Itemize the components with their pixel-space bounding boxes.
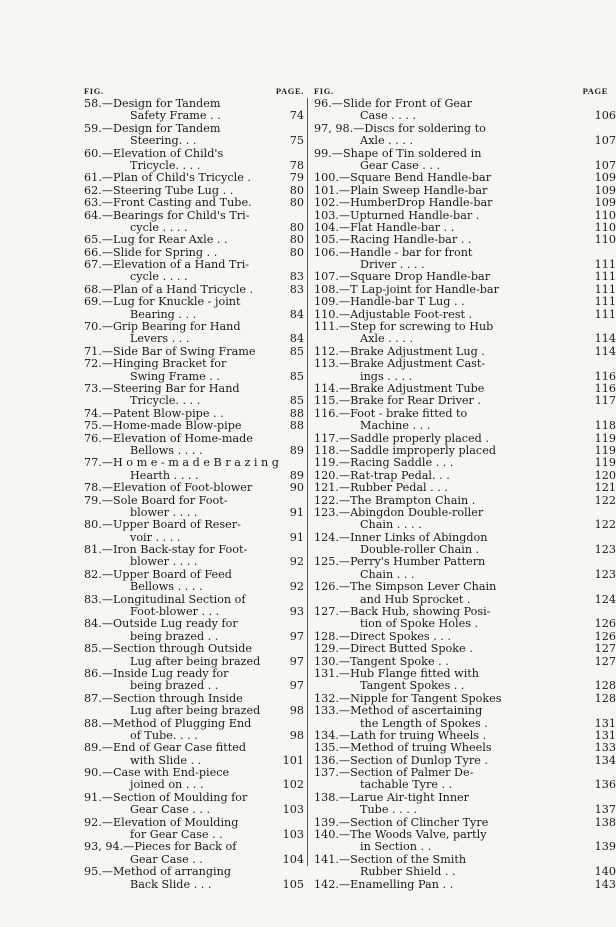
index-entry <box>84 172 304 184</box>
index-entry <box>84 680 304 692</box>
entry-title: 122.—The Brampton Chain . <box>314 493 476 507</box>
entry-title: 84.—Outside Lug ready for <box>84 617 238 631</box>
entry-title: 136.—Section of Dunlop Tyre . <box>314 753 488 767</box>
entry-page-number: 88 <box>289 406 304 420</box>
entry-title: 99.—Shape of Tin soldered in <box>314 146 482 160</box>
entry-page-number: 116 <box>594 381 616 395</box>
entry-title: 142.—Enamelling Pan . . <box>314 877 454 891</box>
entry-title: 101.—Plain Sweep Handle-bar <box>314 183 488 197</box>
entry-title: 116.—Foot - brake fitted to <box>314 406 468 420</box>
entry-title: with Slide . . <box>130 753 202 767</box>
entry-page-number: 92 <box>289 555 304 569</box>
entry-page-number: 97 <box>289 654 304 668</box>
entry-page-number: 111 <box>594 270 616 284</box>
left-column <box>84 86 304 891</box>
entry-title: 119.—Racing Saddle . . . <box>314 456 454 470</box>
index-entry <box>84 742 304 754</box>
entry-title: 76.—Elevation of Home-made <box>84 431 253 445</box>
entry-title: Axle . . . . <box>360 134 414 148</box>
entry-title: Safety Frame . . <box>130 109 221 123</box>
index-entry <box>84 879 304 891</box>
entry-title: 85.—Section through Outside <box>84 642 252 656</box>
entry-title: 93, 94.—Pieces for Back of <box>84 840 237 854</box>
entry-title: Gear Case . . . <box>130 803 211 817</box>
entry-title: 70.—Grip Bearing for Hand <box>84 320 241 334</box>
entry-title: Swing Frame . . <box>130 369 220 383</box>
entry-title: 137.—Section of Palmer De- <box>314 766 474 780</box>
entry-title: for Gear Case . . <box>130 828 223 842</box>
entry-title: 134.—Lath for truing Wheels . <box>314 728 487 742</box>
entry-title: 104.—Flat Handle-bar . . <box>314 220 455 234</box>
index-entry <box>314 481 616 495</box>
index-entry <box>84 135 304 147</box>
entry-page-number: 107 <box>594 134 616 148</box>
index-entry <box>314 171 616 185</box>
right-entries <box>314 97 616 891</box>
entry-title: 141.—Section of the Smith <box>314 852 467 866</box>
entry-title: 68.—Plan of a Hand Tricycle . <box>84 282 254 296</box>
entry-title: being brazed . . <box>130 679 219 693</box>
entry-title: 105.—Racing Handle-bar . . <box>314 233 472 247</box>
entry-title: Case . . . . <box>360 109 417 123</box>
entry-page-number: 118 <box>594 419 616 433</box>
entry-title: blower . . . . <box>130 505 198 519</box>
entry-title: 62.—Steering Tube Lug . . <box>84 183 234 197</box>
entry-title: 135.—Method of truing Wheels <box>314 741 492 755</box>
entry-page-number: 117 <box>594 394 616 408</box>
entry-title: 103.—Upturned Handle-bar . <box>314 208 480 222</box>
entry-title: and Hub Sprocket . <box>360 592 471 606</box>
entry-title: 110.—Adjustable Foot-rest . <box>314 307 473 321</box>
index-entry <box>314 518 616 532</box>
entry-page-number: 80 <box>289 220 304 234</box>
entry-page-number: 139 <box>594 840 616 854</box>
entry-title: 125.—Perry's Humber Pattern <box>314 555 486 569</box>
entry-title: 86.—Inside Lug ready for <box>84 666 229 680</box>
entry-title: 78.—Elevation of Foot-blower <box>84 481 253 495</box>
entry-title: ings . . . . <box>360 369 413 383</box>
entry-page-number: 88 <box>289 419 304 433</box>
index-entry <box>314 767 600 779</box>
entry-title: Gear Case . . . <box>360 158 441 172</box>
entry-page-number: 124 <box>594 592 616 606</box>
entry-title: Tube . . . . <box>360 803 417 817</box>
index-entry <box>84 321 304 333</box>
fig-heading-right: FIG. <box>314 86 334 96</box>
entry-title: 80.—Upper Board of Reser- <box>84 518 241 532</box>
entry-title: 102.—HumberDrop Handle-bar <box>314 196 493 210</box>
entry-title: 64.—Bearings for Child's Tri- <box>84 208 250 222</box>
index-entry <box>314 123 600 135</box>
entry-title: tachable Tyre . . <box>360 778 453 792</box>
entry-page-number: 78 <box>289 158 304 172</box>
entry-page-number: 84 <box>289 332 304 346</box>
index-entry <box>84 581 304 593</box>
index-entry <box>314 642 616 656</box>
entry-title: Double-roller Chain . <box>360 543 480 557</box>
entry-title: Bellows . . . . <box>130 580 203 594</box>
entry-title: 128.—Direct Spokes . . . <box>314 629 451 643</box>
entry-title: 61.—Plan of Child's Tricycle . <box>84 171 251 185</box>
index-entry <box>84 705 304 717</box>
entry-title: Tricycle. . . . <box>130 394 201 408</box>
entry-page-number: 110 <box>594 208 616 222</box>
entry-title: 77.—H o m e - m a d e B r a z i n g <box>84 456 279 470</box>
index-entry <box>84 296 304 308</box>
index-entry <box>84 110 304 122</box>
entry-page-number: 114 <box>594 332 616 346</box>
entry-title: 124.—Inner Links of Abingdon <box>314 530 488 544</box>
entry-title: Bearing . . . <box>130 307 197 321</box>
index-entry <box>84 519 304 531</box>
entry-title: 59.—Design for Tandem <box>84 121 221 135</box>
index-entry <box>314 321 600 333</box>
entry-page-number: 101 <box>282 753 304 767</box>
entry-page-number: 105 <box>282 877 304 891</box>
entry-page-number: 98 <box>289 728 304 742</box>
entry-title: 73.—Steering Bar for Hand <box>84 381 240 395</box>
entry-page-number: 109 <box>594 171 616 185</box>
entry-title: 82.—Upper Board of Feed <box>84 567 232 581</box>
entry-title: voir . . . . <box>130 530 181 544</box>
entry-page-number: 128 <box>594 679 616 693</box>
entry-title: 109.—Handle-bar T Lug . . <box>314 295 465 309</box>
entry-page-number: 119 <box>594 443 616 457</box>
entry-page-number: 80 <box>289 196 304 210</box>
entry-page-number: 92 <box>289 580 304 594</box>
entry-page-number: 103 <box>282 828 304 842</box>
index-entry <box>314 233 616 247</box>
index-entry <box>84 556 304 568</box>
index-entry <box>84 333 304 345</box>
entry-title: 92.—Elevation of Moulding <box>84 815 239 829</box>
index-entry <box>84 197 304 209</box>
index-entry <box>314 556 600 568</box>
index-entry <box>314 829 600 841</box>
index-entry <box>314 419 616 433</box>
entry-title: 63.—Front Casting and Tube. <box>84 196 252 210</box>
entry-title: Tricycle. . . . <box>130 158 201 172</box>
index-entry <box>84 271 304 283</box>
entry-page-number: 120 <box>594 468 616 482</box>
entry-page-number: 123 <box>594 543 616 557</box>
page-heading-right: PAGE <box>582 86 608 96</box>
right-column <box>314 86 616 891</box>
entry-title: cycle . . . . <box>130 270 188 284</box>
entry-title: 83.—Longitudinal Section of <box>84 592 246 606</box>
entry-title: 69.—Lug for Knuckle - joint <box>84 295 241 309</box>
entry-title: Lug after being brazed <box>130 654 261 668</box>
index-entry <box>84 643 304 655</box>
entry-title: 133.—Method of ascertaining <box>314 704 483 718</box>
fig-heading: FIG. <box>84 86 104 96</box>
index-entry <box>314 456 616 470</box>
entry-title: 112.—Brake Adjustment Lug . <box>314 344 485 358</box>
index-entry <box>84 618 304 630</box>
index-entry <box>84 234 304 246</box>
entry-page-number: 122 <box>594 518 616 532</box>
entry-title: the Length of Spokes . <box>360 716 488 730</box>
entry-page-number: 126 <box>594 629 616 643</box>
entry-title: blower . . . . <box>130 555 198 569</box>
entry-title: 132.—Nipple for Tangent Spokes <box>314 691 502 705</box>
index-entry <box>314 295 616 309</box>
index-entry <box>314 705 600 717</box>
entry-title: 91.—Section of Moulding for <box>84 790 248 804</box>
index-entry <box>314 865 616 879</box>
entry-page-number: 91 <box>289 530 304 544</box>
entry-title: 67.—Elevation of a Hand Tri- <box>84 258 250 272</box>
entry-page-number: 75 <box>289 134 304 148</box>
entry-title: Chain . . . <box>360 567 415 581</box>
entry-title: 118.—Saddle improperly placed <box>314 443 496 457</box>
entry-title: Lug after being brazed <box>130 704 261 718</box>
entry-page-number: 90 <box>289 481 304 495</box>
entry-title: 114.—Brake Adjustment Tube <box>314 381 485 395</box>
entry-title: 108.—T Lap-joint for Handle-bar <box>314 282 499 296</box>
index-entry <box>314 332 616 346</box>
entry-title: 126.—The Simpson Lever Chain <box>314 580 497 594</box>
entry-page-number: 123 <box>594 567 616 581</box>
entry-page-number: 83 <box>289 270 304 284</box>
index-entry <box>314 196 616 210</box>
entry-title: 117.—Saddle properly placed . <box>314 431 489 445</box>
entry-page-number: 98 <box>289 704 304 718</box>
entry-title: Foot-blower . . . <box>130 605 220 619</box>
entry-title: 97, 98.—Discs for soldering to <box>314 121 486 135</box>
entry-page-number: 89 <box>289 468 304 482</box>
index-entry <box>84 395 304 407</box>
entry-page-number: 107 <box>594 158 616 172</box>
entry-title: 88.—Method of Plugging End <box>84 716 252 730</box>
entry-title: 87.—Section through Inside <box>84 691 243 705</box>
entry-title: cycle . . . . <box>130 220 188 234</box>
index-entry <box>314 247 600 259</box>
entry-title: 106.—Handle - bar for front <box>314 245 473 259</box>
entry-title: Machine . . . <box>360 419 431 433</box>
entry-title: 75.—Home-made Blow-pipe <box>84 419 242 433</box>
entry-page-number: 103 <box>282 803 304 817</box>
entry-page-number: 116 <box>594 369 616 383</box>
entry-page-number: 140 <box>594 865 616 879</box>
entry-page-number: 84 <box>289 307 304 321</box>
entry-page-number: 127 <box>594 654 616 668</box>
left-entries <box>84 98 304 891</box>
entry-page-number: 106 <box>594 109 616 123</box>
entry-page-number: 122 <box>594 493 616 507</box>
entry-title: joined on . . . <box>130 778 204 792</box>
entry-title: 121.—Rubber Pedal . . . <box>314 481 448 495</box>
entry-page-number: 121 <box>594 481 616 495</box>
entry-page-number: 109 <box>594 196 616 210</box>
entry-page-number: 97 <box>289 679 304 693</box>
index-entry <box>314 507 600 519</box>
entry-title: 71.—Side Bar of Swing Frame <box>84 344 256 358</box>
index-entry <box>314 792 600 804</box>
index-entry <box>314 98 600 110</box>
entry-title: 65.—Lug for Rear Axle . . <box>84 233 228 247</box>
entry-page-number: 85 <box>289 369 304 383</box>
entry-title: 79.—Sole Board for Foot- <box>84 493 228 507</box>
entry-title: 81.—Iron Back-stay for Foot- <box>84 543 248 557</box>
entry-page-number: 137 <box>594 803 616 817</box>
entry-title: Tangent Spokes . . <box>360 679 465 693</box>
entry-title: being brazed . . <box>130 629 219 643</box>
entry-title: Back Slide . . . <box>130 877 212 891</box>
entry-title: of Tube. . . . <box>130 728 198 742</box>
index-entry <box>314 358 600 370</box>
entry-title: 96.—Slide for Front of Gear <box>314 97 473 110</box>
entry-title: 123.—Abingdon Double-roller <box>314 505 484 519</box>
index-entry <box>314 803 616 817</box>
entry-page-number: 110 <box>594 233 616 247</box>
entry-title: in Section . . <box>360 840 432 854</box>
entry-page-number: 110 <box>594 220 616 234</box>
entry-page-number: 80 <box>289 183 304 197</box>
index-entry <box>314 109 616 123</box>
entry-page-number: 109 <box>594 183 616 197</box>
entry-title: 131.—Hub Flange fitted with <box>314 666 479 680</box>
entry-page-number: 89 <box>289 443 304 457</box>
entry-page-number: 83 <box>289 282 304 296</box>
entry-page-number: 127 <box>594 642 616 656</box>
entry-page-number: 128 <box>594 691 616 705</box>
entry-title: 95.—Method of arranging <box>84 865 231 879</box>
entry-title: Chain . . . . <box>360 518 422 532</box>
entry-page-number: 85 <box>289 344 304 358</box>
index-entry <box>314 270 616 284</box>
entry-title: 129.—Direct Butted Spoke . <box>314 642 473 656</box>
entry-title: 127.—Back Hub, showing Posi- <box>314 605 491 619</box>
entry-title: Hearth . . . . <box>130 468 199 482</box>
entry-title: 90.—Case with End-piece <box>84 766 230 780</box>
entry-title: 130.—Tangent Spoke . . <box>314 654 449 668</box>
index-entry <box>84 259 304 271</box>
entry-title: Steering. . . <box>130 134 197 148</box>
entry-title: Rubber Shield . . <box>360 865 456 879</box>
entry-page-number: 114 <box>594 344 616 358</box>
entry-title: 115.—Brake for Rear Driver . <box>314 394 481 408</box>
entry-page-number: 134 <box>594 753 616 767</box>
index-entry <box>84 841 304 853</box>
entry-page-number: 131 <box>594 716 616 730</box>
entry-title: 58.—Design for Tandem <box>84 97 221 110</box>
entry-page-number: 111 <box>594 307 616 321</box>
entry-title: 120.—Rat-trap Pedal. . . <box>314 468 450 482</box>
index-entry <box>84 358 304 370</box>
entry-title: 111.—Step for screwing to Hub <box>314 320 494 334</box>
index-entry <box>314 148 600 160</box>
entry-page-number: 126 <box>594 617 616 631</box>
entry-page-number: 104 <box>282 852 304 866</box>
entry-page-number: 111 <box>594 295 616 309</box>
entry-title: Driver . . . . <box>360 258 425 272</box>
entry-page-number: 80 <box>289 233 304 247</box>
entry-title: 60.—Elevation of Child's <box>84 146 224 160</box>
page-heading: PAGE. <box>275 86 304 96</box>
index-entry <box>84 210 304 222</box>
index-entry <box>314 394 616 408</box>
entry-page-number: 74 <box>289 109 304 123</box>
entry-title: 100.—Square Bend Handle-bar <box>314 171 492 185</box>
entry-title: 138.—Larue Air-tight Inner <box>314 790 470 804</box>
index-entry <box>314 854 600 866</box>
entry-page-number: 143 <box>594 877 616 891</box>
entry-page-number: 91 <box>289 505 304 519</box>
entry-page-number: 102 <box>282 778 304 792</box>
entry-page-number: 111 <box>594 282 616 296</box>
entry-page-number: 80 <box>289 245 304 259</box>
entry-title: Axle . . . . <box>360 332 414 346</box>
entry-page-number: 119 <box>594 456 616 470</box>
entry-page-number: 111 <box>594 258 616 272</box>
entry-page-number: 131 <box>594 728 616 742</box>
entry-page-number: 85 <box>289 394 304 408</box>
index-entry <box>314 741 616 755</box>
entry-title: 66.—Slide for Spring . . <box>84 245 218 259</box>
index-entry <box>84 866 304 878</box>
entry-title: tion of Spoke Holes . <box>360 617 479 631</box>
index-entry <box>314 840 616 854</box>
entry-page-number: 119 <box>594 431 616 445</box>
entry-title: 139.—Section of Clincher Tyre <box>314 815 489 829</box>
entry-title: Gear Case . . <box>130 852 203 866</box>
entry-page-number: 136 <box>594 778 616 792</box>
entry-page-number: 79 <box>289 171 304 185</box>
entry-title: 72.—Hinging Bracket for <box>84 357 227 371</box>
entry-title: 89.—End of Gear Case fitted <box>84 741 247 755</box>
index-entry <box>314 877 616 891</box>
entry-page-number: 133 <box>594 741 616 755</box>
index-entry <box>314 581 600 593</box>
column-divider <box>307 98 308 866</box>
index-entry <box>84 420 304 432</box>
index-entry <box>84 804 304 816</box>
index-entry <box>84 482 304 494</box>
entry-title: Levers . . . <box>130 332 190 346</box>
entry-page-number: 97 <box>289 629 304 643</box>
index-entry <box>314 408 600 420</box>
entry-page-number: 138 <box>594 815 616 829</box>
entry-page-number: 93 <box>289 605 304 619</box>
index-entry <box>314 134 616 148</box>
index-entry <box>314 617 616 631</box>
entry-title: 107.—Square Drop Handle-bar <box>314 270 491 284</box>
entry-title: Bellows . . . . <box>130 443 203 457</box>
index-entry <box>314 679 616 693</box>
entry-title: 140.—The Woods Valve, partly <box>314 828 487 842</box>
entry-title: 113.—Brake Adjustment Cast- <box>314 357 486 371</box>
entry-title: 74.—Patent Blow-pipe . . <box>84 406 224 420</box>
index-entry <box>84 457 304 469</box>
